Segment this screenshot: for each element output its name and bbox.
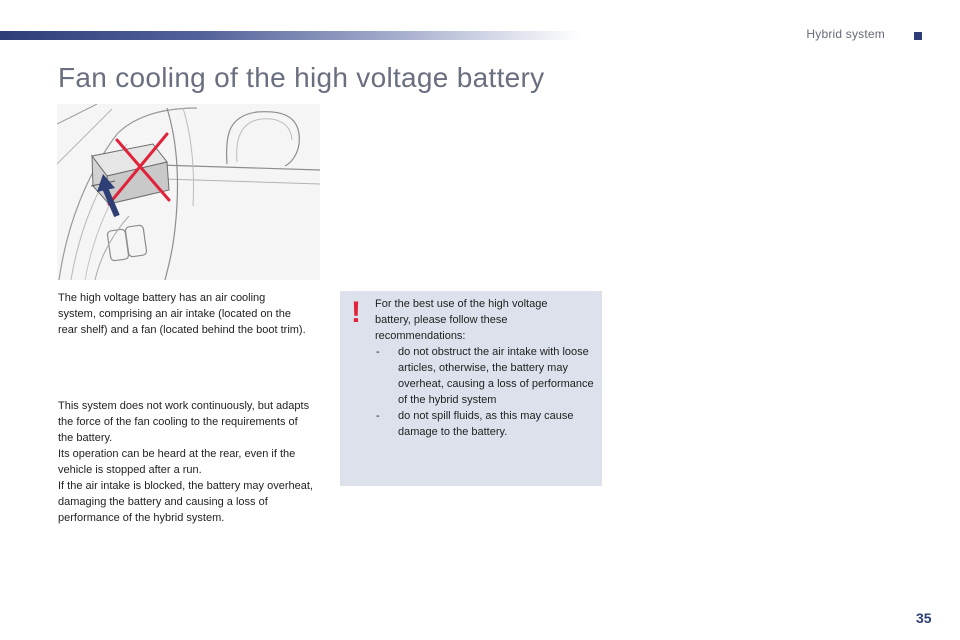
header-gradient-bar [0, 31, 580, 40]
operation-paragraph [58, 398, 314, 526]
section-title: Hybrid system [806, 27, 885, 41]
warning-box [340, 291, 602, 486]
page-number: 35 [916, 610, 932, 626]
warning-item [375, 408, 597, 440]
illustration-drawing [57, 104, 320, 280]
list-dash: - [376, 410, 380, 422]
warning-item [375, 344, 597, 408]
intro-paragraph: The high voltage battery has an air cooling system, comprising an air intake (located on the rear shelf) and a fan (located behind the boot trim). [58, 292, 306, 336]
operation-line-1: This system does not work continuously, but adapts the force of the fan cooling to the requirements of the battery. [58, 400, 310, 444]
warning-intro: For the best use of the high voltage battery, please follow these recommendations: [375, 298, 548, 342]
battery-air-intake-illustration [57, 104, 320, 280]
warning-list [375, 344, 597, 440]
warning-item-text: do not spill fluids, as this may cause damage to the battery. [398, 410, 574, 438]
warning-item-text: do not obstruct the air intake with loose articles, otherwise, the battery may overheat, causing a loss of performance of the hybrid system [398, 346, 594, 406]
page-title: Fan cooling of the high voltage battery [58, 62, 545, 93]
list-dash: - [376, 346, 380, 358]
exclamation-icon: ! [351, 296, 361, 329]
section-marker [914, 32, 922, 40]
operation-line-3: If the air intake is blocked, the battery may overheat, damaging the battery and causing a loss of performance of the hybrid system. [58, 480, 313, 524]
operation-line-2: Its operation can be heard at the rear, even if the vehicle is stopped after a run. [58, 448, 296, 476]
